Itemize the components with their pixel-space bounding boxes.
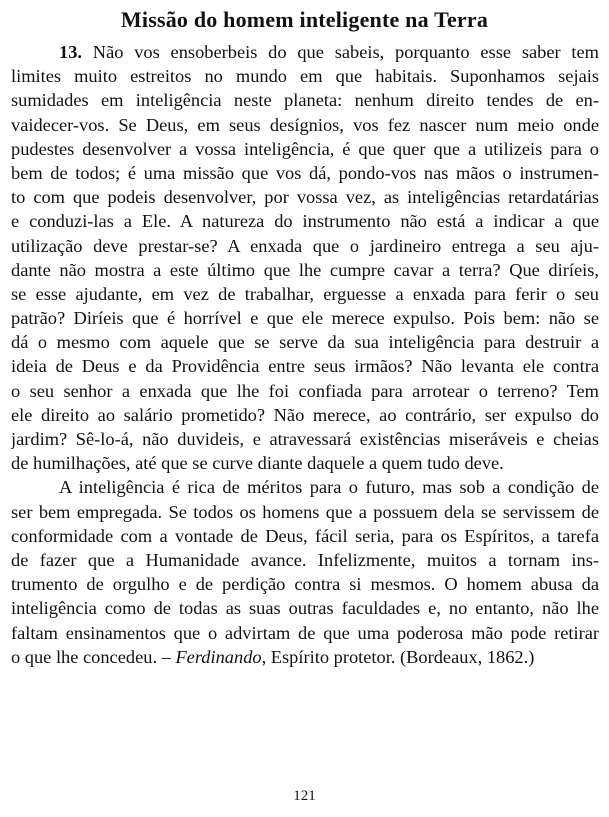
text-line: jardim? Sê-lo-á, não duvideis, e atravessará existências miseráveis e cheias xyxy=(11,429,599,449)
text-line: trumento de orgulho e de perdição contra si mesmos. O homem abusa da xyxy=(11,574,599,595)
author-name: Ferdinando xyxy=(175,646,262,667)
text-line: A inteligência é rica de méritos para o futuro, mas sob a condição de xyxy=(59,477,599,498)
item-number: 13. xyxy=(59,42,82,62)
text-line: de humilhações, até que se curve diante daquele a quem tudo deve. xyxy=(11,453,504,474)
text-line: utilização deve prestar-se? A enxada que o jardineiro entrega a seu aju- xyxy=(11,235,599,256)
paragraph-2 xyxy=(11,475,599,669)
text-line: ser bem empregada. Se todos os homens que a possuem dela se servissem de xyxy=(11,501,599,522)
text-line: de fazer que a Humanidade avance. Infelizmente, muitos a tornam ins- xyxy=(11,549,599,570)
text-line: to com que podeis desenvolver, por vossa vez, as inteligências retardatárias xyxy=(11,187,599,208)
text-line: sumidades em inteligência neste planeta: nenhum direito tendes de en- xyxy=(11,90,599,111)
page-number: 121 xyxy=(293,788,316,804)
text-line: patrão? Diríeis que é horrível e que ele merece expulso. Pois bem: não se xyxy=(11,308,599,329)
text-line xyxy=(11,645,599,669)
text-line xyxy=(11,40,599,64)
text-line: conformidade com a vontade de Deus, fácil seria, para os Espíritos, a tarefa xyxy=(11,525,599,546)
text-line: ideia de Deus e da Providência entre seus irmãos? Não levanta ele contra xyxy=(11,356,599,377)
text-line: vaidecer-vos. Se Deus, em seus desígnios, vos fez nascer num meio onde xyxy=(11,114,599,135)
text-line: o seu senhor a enxada que lhe foi confiada para arrotear o terreno? Tem xyxy=(11,380,599,401)
text-line: ele direito ao salário prometido? Não merece, ao contrário, ser expulso do xyxy=(11,404,599,425)
text-line: se esse ajudante, em vez de trabalhar, erguesse a enxada para ferir o seu xyxy=(11,283,599,304)
text-line: limites muito estreitos no mundo em que habitais. Suponhamos sejais xyxy=(11,66,599,87)
text-line: dante não mostra a este último que lhe cumpre cavar a terra? Que diríeis, xyxy=(11,259,599,280)
text-line: dá o mesmo com aquele que se serve da sua inteligência para destruir a xyxy=(11,332,599,353)
text-line: pudestes desenvolver a vossa inteligência, é que quer que a utilizeis para o xyxy=(11,138,599,159)
paragraph-1 xyxy=(11,40,599,475)
text-line-fragment: Não vos ensoberbeis do que sabeis, porquanto esse saber tem xyxy=(82,42,599,62)
body-text xyxy=(11,40,599,669)
text-line: bem de todos; é uma missão que vos dá, pondo-vos nas mãos o instrumen- xyxy=(11,162,599,183)
text-line: faltam ensinamentos que o advirtam de que uma poderosa mão pode retirar xyxy=(11,622,599,643)
chapter-title: Missão do homem inteligente na Terra xyxy=(120,7,489,32)
text-line-fragment: o que lhe concedeu. – xyxy=(11,646,176,667)
signature-attribution: , Espírito protetor. (Bordeaux, 1862.) xyxy=(261,646,535,667)
text-line: inteligência como de todas as suas outras faculdades e, no entanto, não lhe xyxy=(11,598,599,619)
text-line: e conduzi-las a Ele. A natureza do instrumento não está a indicar a que xyxy=(11,211,599,232)
